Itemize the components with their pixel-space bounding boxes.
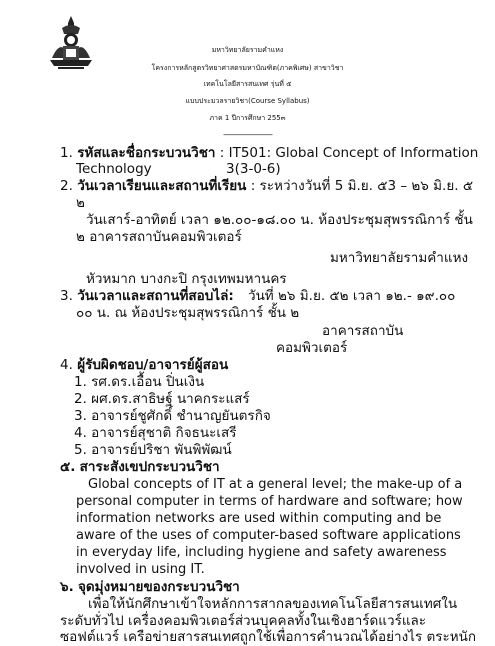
section-2-heading (60, 177, 473, 195)
section-4-number: 4. (60, 357, 73, 373)
description-line-4: aware of the uses of computer-based software applications (76, 528, 461, 543)
class-dates-continued: ๒ (76, 195, 85, 211)
section-1-number: 1. (60, 145, 73, 161)
course-credits: 3(3-0-6) (226, 161, 281, 177)
exam-building: อาคารสถาบัน (322, 323, 404, 339)
section-3-heading (60, 287, 234, 305)
exam-room: ๐๐ น. ณ ห้องประชุมสุพรรณิการ์ ชั้น ๒ (76, 305, 300, 321)
term: ภาค 1 ปีการศึกษา 255๓ (209, 114, 286, 122)
objective-line-1: เพื่อให้นักศึกษาเข้าใจหลักการสากลของเทคโนโลยีสารสนเทศใน (88, 596, 458, 612)
section-6-label: จุดมุ่งหมายของกระบวนวิชา (78, 579, 240, 595)
description-line-1: Global concepts of IT at a general level; the make-up of a (88, 477, 463, 492)
description-line-6: involved in using IT. (76, 562, 205, 577)
section-4-heading (60, 356, 228, 374)
description-line-5: in everyday life, including hygiene and safety awareness (76, 545, 447, 560)
section-2-label: วันเวลาเรียนและสถานที่เรียน (77, 178, 247, 194)
program-title: โครงการหลักสูตรวิทยาศาสตรมหาบัณฑิต(ภาคพิเศษ) สาขาวิชา (151, 64, 344, 72)
instructor-2: 2. ผศ.ดร.สาธิษฐ์ นาคกระแสร์ (74, 391, 250, 407)
section-6-number: ๖. (60, 579, 74, 595)
section-3-number: 3. (60, 288, 73, 304)
section-3-label: วันเวลาและสถานที่สอบไล่: (77, 288, 234, 304)
course-code-title: : IT501: Global Concept of Information (219, 145, 479, 161)
section-6-heading (60, 578, 240, 596)
instructor-1: 1. รศ.ดร.เอื้อน ปิ่นเงิน (74, 374, 205, 390)
instructor-3: 3. อาจารย์ชูศักดิ์ ชำนาญยันตรกิจ (74, 408, 271, 424)
objective-line-2: ระดับทั่วไป เครื่องคอมพิวเตอร์ส่วนบุคคลทั้งในเชิงฮาร์ดแวร์และ (60, 613, 427, 629)
major-batch: เทคโนโลยีสารสนเทศ รุ่นที่ ๕ (203, 80, 292, 88)
section-1-label: รหัสและชื่อกระบวนวิชา (77, 145, 216, 161)
form-title: แบบประมวลรายวิชา(Course Syllabus) (185, 97, 310, 105)
section-4-label: ผู้รับผิดชอบ/อาจารย์ผู้สอน (77, 357, 229, 373)
class-university: มหาวิทยาลัยรามคำแหง (330, 250, 469, 266)
course-title-continued: Technology (76, 161, 152, 177)
exam-building-continued: คอมพิวเตอร์ (276, 340, 348, 356)
instructor-4: 4. อาจารย์สุชาติ กิจธนะเสรี (74, 425, 237, 441)
separator: -------------------------------- (223, 131, 272, 139)
instructor-5: 5. อาจารย์ปริชา พันพิพัฒน์ (74, 442, 232, 458)
university-name: มหาวิทยาลัยรามคำแหง (211, 46, 284, 54)
section-5-label: สาระสังเขปกระบวนวิชา (79, 459, 220, 475)
description-line-2: personal computer in terms of hardware and software; how (76, 494, 463, 509)
exam-date-time: วันที่ ๒๖ มิ.ย. ๕๒ เวลา ๑๒.- ๑๙.๐๐ (248, 288, 456, 304)
section-5-number: ๕. (60, 459, 76, 475)
description-line-3: information networks are used within computing and be (76, 511, 442, 526)
section-2-number: 2. (60, 178, 73, 194)
objective-line-3: ซอฟต์แวร์ เครือข่ายสารสนเทศถูกใช้เพื่อการคำนวณได้อย่างไร ตระหนัก (60, 629, 477, 645)
class-address: หัวหมาก บางกะปิ กรุงเทพมหานคร (86, 271, 287, 287)
class-time-room: วันเสาร์-อาทิตย์ เวลา ๑๒.๐๐-๑๘.๐๐ น. ห้องประชุมสุพรรณิการ์ ชั้น (86, 212, 473, 228)
section-5-heading (60, 458, 220, 476)
class-building: ๒ อาคารสถาบันคอมพิวเตอร์ (76, 229, 242, 245)
class-dates: : ระหว่างวันที่ 5 มิ.ย. ๕3 – ๒๖ มิ.ย. ๕ (250, 178, 474, 194)
